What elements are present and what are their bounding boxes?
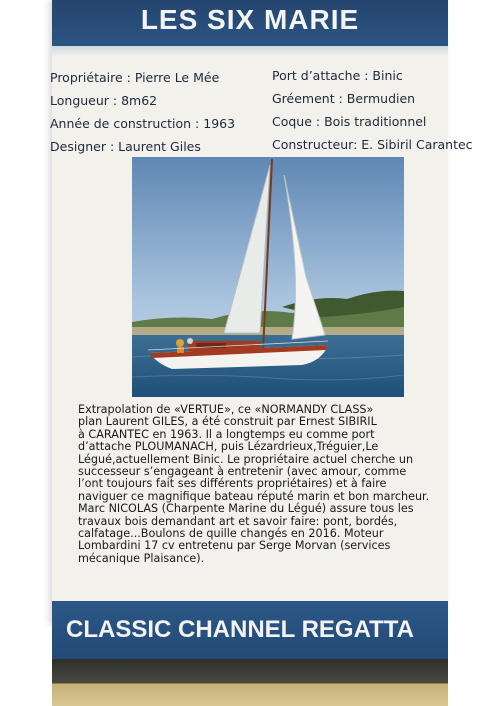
rail-edge-line: [52, 683, 448, 684]
description-line: plan Laurent GILES, a été construit par Ernest SIBIRIL: [78, 415, 377, 429]
length-label: Longueur : 8m62: [50, 93, 158, 108]
banner-bottom-edge: [52, 659, 448, 683]
title-band-shadow: [52, 46, 448, 56]
info-panel: [50, 0, 473, 625]
designer-label: Designer : Laurent Giles: [50, 139, 201, 154]
description-line: d’attache PLOUMANACH, puis Lézardrieux,Tréguier,Le: [78, 440, 379, 454]
sailboat-photo: [132, 157, 404, 397]
description-line: Lombardini 17 cv entretenu par Serge Morvan (services: [78, 539, 391, 553]
description-line: Légué,actuellement Binic. Le propriétaire actuel cherche un: [78, 452, 414, 466]
description-line: successeur s’engageant à entretenir (avec amour, comme: [78, 465, 407, 479]
regatta-banner: CLASSIC CHANNEL REGATTA: [52, 601, 448, 659]
hull-label: Coque : Bois traditionnel: [272, 114, 427, 129]
description-line: naviguer ce magnifique bateau réputé marin et bon marcheur.: [78, 489, 430, 503]
description-line: Marc NICOLAS (Charpente Marine du Légué) assure tous les: [78, 502, 414, 516]
home-port-label: Port d’attache : Binic: [272, 68, 403, 83]
boat-description: [78, 404, 446, 565]
wooden-rail: [52, 683, 448, 706]
owner-label: Propriétaire : Pierre Le Mée: [50, 70, 220, 85]
build-year-label: Année de construction : 1963: [50, 116, 236, 131]
boat-name-title: LES SIX MARIE: [52, 0, 448, 46]
description-line: mécanique Plaisance).: [78, 551, 205, 565]
builder-label: Constructeur: E. Sibiril Carantec: [272, 137, 473, 152]
description-line: calfatage...Boulons de quille changés en 2016. Moteur: [78, 527, 384, 541]
description-line: travaux bois demandant art et savoir faire: pont, bordés,: [78, 514, 398, 528]
rig-label: Gréement : Bermudien: [272, 91, 416, 106]
description-line: l’ont toujours fait ses différents propriétaires) et à faire: [78, 477, 387, 491]
description-line: à CARANTEC en 1963. Il a longtemps eu comme port: [78, 427, 375, 441]
description-line: Extrapolation de «VERTUE», ce «NORMANDY CLASS»: [78, 403, 374, 416]
